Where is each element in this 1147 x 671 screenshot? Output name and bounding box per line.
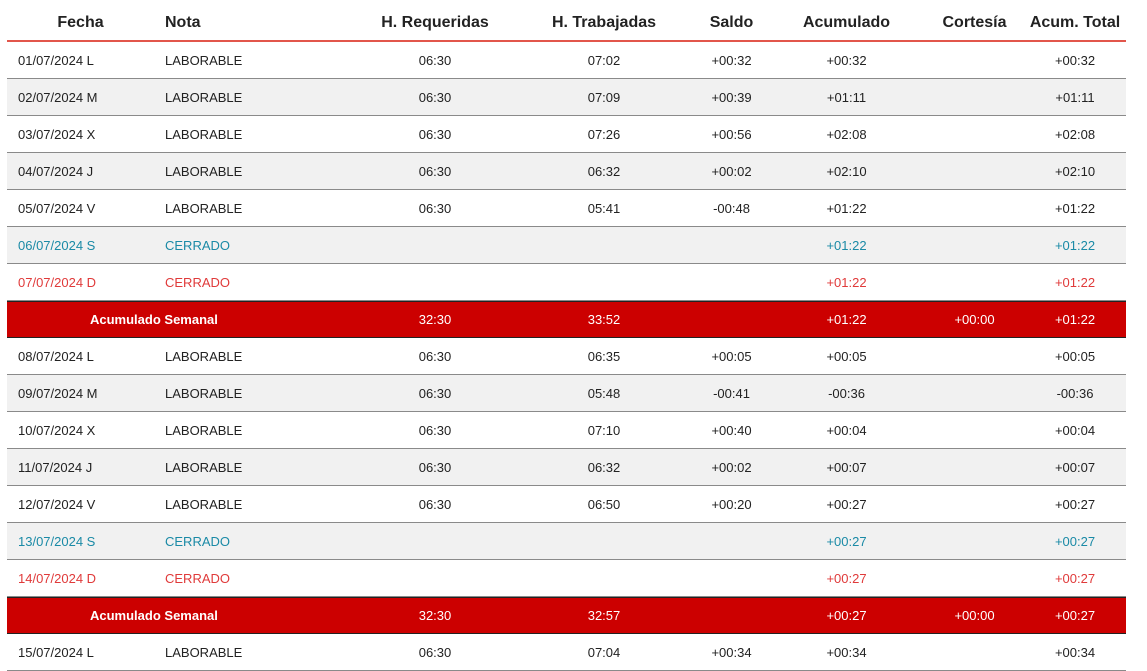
summary-h-requeridas: 32:30 (418, 312, 452, 327)
cell-cortesia (925, 116, 1024, 152)
table-row (7, 116, 1126, 153)
table-row (7, 560, 1126, 597)
cell-acumulado: +01:22 (826, 200, 867, 216)
cell-h-trabajadas (513, 264, 695, 300)
cell-fecha: 11/07/2024 J (18, 459, 93, 475)
cell-h-trabajadas: 05:48 (587, 385, 621, 401)
cell-h-requeridas: 06:30 (418, 496, 452, 512)
cell-h-requeridas: 06:30 (418, 52, 452, 68)
table-row (7, 42, 1126, 79)
cell-fecha: 07/07/2024 D (18, 274, 97, 290)
cell-h-trabajadas (513, 523, 695, 559)
cell-acum-total: +00:05 (1054, 348, 1096, 364)
header-h-trabajadas[interactable]: H. Trabajadas (551, 13, 657, 31)
cell-acum-total: -00:36 (1056, 385, 1094, 401)
cell-acumulado: +01:22 (826, 274, 867, 290)
cell-acumulado: +00:34 (826, 644, 867, 660)
cell-fecha: 12/07/2024 V (18, 496, 96, 512)
table-row (7, 375, 1126, 412)
cell-acumulado: +01:22 (826, 237, 867, 253)
cell-nota: LABORABLE (165, 89, 243, 105)
cell-cortesia (925, 634, 1024, 670)
cell-h-requeridas: 06:30 (418, 348, 452, 364)
table-row (7, 634, 1126, 671)
table-body (7, 42, 1126, 671)
cell-nota: CERRADO (165, 533, 231, 549)
table-row (7, 449, 1126, 486)
cell-nota: LABORABLE (165, 200, 243, 216)
cell-acum-total: +00:27 (1054, 570, 1096, 586)
cell-nota: LABORABLE (165, 385, 243, 401)
summary-acumulado: +00:27 (826, 608, 867, 623)
cell-acumulado: +00:27 (826, 533, 867, 549)
header-acumulado[interactable]: Acumulado (802, 13, 891, 31)
cell-saldo (695, 227, 768, 263)
cell-saldo: +00:32 (711, 52, 752, 68)
cell-fecha: 04/07/2024 J (18, 163, 94, 179)
cell-nota: LABORABLE (165, 163, 243, 179)
cell-fecha: 13/07/2024 S (18, 533, 96, 549)
cell-fecha: 03/07/2024 X (18, 126, 96, 142)
summary-acum-total: +00:27 (1054, 608, 1096, 623)
table-row (7, 153, 1126, 190)
weekly-summary-label: Acumulado Semanal (90, 312, 218, 327)
cell-cortesia (925, 523, 1024, 559)
weekly-summary-row (7, 597, 1126, 634)
cell-acum-total: +01:22 (1054, 237, 1096, 253)
table-row (7, 523, 1126, 560)
cell-acum-total: +00:07 (1054, 459, 1096, 475)
cell-nota: CERRADO (165, 237, 231, 253)
cell-h-trabajadas: 07:26 (587, 126, 621, 142)
hours-table (7, 5, 1126, 671)
header-cortesia[interactable]: Cortesía (942, 13, 1007, 31)
cell-cortesia (925, 338, 1024, 374)
cell-acum-total: +02:10 (1054, 163, 1096, 179)
cell-h-requeridas (357, 523, 513, 559)
table-row (7, 412, 1126, 449)
cell-acum-total: +00:04 (1054, 422, 1096, 438)
table-row (7, 79, 1126, 116)
cell-acumulado: +02:10 (826, 163, 867, 179)
cell-nota: CERRADO (165, 274, 231, 290)
summary-acumulado: +01:22 (826, 312, 867, 327)
cell-nota: LABORABLE (165, 422, 243, 438)
cell-h-requeridas: 06:30 (418, 163, 452, 179)
cell-fecha: 02/07/2024 M (18, 89, 98, 105)
table-row (7, 190, 1126, 227)
cell-acumulado: +00:32 (826, 52, 867, 68)
cell-saldo: +00:40 (711, 422, 752, 438)
cell-acumulado: +00:07 (826, 459, 867, 475)
cell-h-trabajadas (513, 227, 695, 263)
cell-saldo: +00:39 (711, 89, 752, 105)
cell-saldo: -00:48 (713, 200, 750, 216)
header-saldo[interactable]: Saldo (709, 13, 754, 31)
cell-acum-total: +01:22 (1054, 274, 1096, 290)
summary-cortesia: +00:00 (954, 312, 995, 327)
cell-cortesia (925, 190, 1024, 226)
cell-fecha: 01/07/2024 L (18, 52, 94, 68)
cell-acum-total: +00:27 (1054, 496, 1096, 512)
cell-h-trabajadas: 06:50 (587, 496, 621, 512)
cell-h-requeridas: 06:30 (418, 126, 452, 142)
cell-acum-total: +00:32 (1054, 52, 1096, 68)
cell-h-trabajadas: 05:41 (587, 200, 621, 216)
header-fecha[interactable]: Fecha (57, 13, 104, 31)
summary-saldo (695, 302, 768, 337)
cell-h-trabajadas: 06:32 (587, 163, 621, 179)
cell-acum-total: +01:22 (1054, 200, 1096, 216)
cell-h-requeridas: 06:30 (418, 644, 452, 660)
cell-saldo: +00:34 (711, 644, 752, 660)
cell-h-trabajadas: 06:35 (587, 348, 621, 364)
summary-h-requeridas: 32:30 (418, 608, 452, 623)
cell-cortesia (925, 153, 1024, 189)
cell-nota: LABORABLE (165, 126, 243, 142)
cell-acumulado: +02:08 (826, 126, 867, 142)
cell-acum-total: +00:27 (1054, 533, 1096, 549)
cell-cortesia (925, 412, 1024, 448)
summary-h-trabajadas: 33:52 (587, 312, 621, 327)
cell-acum-total: +00:34 (1054, 644, 1096, 660)
table-row (7, 264, 1126, 301)
cell-h-requeridas: 06:30 (418, 422, 452, 438)
cell-h-requeridas: 06:30 (418, 89, 452, 105)
cell-fecha: 08/07/2024 L (18, 348, 94, 364)
cell-cortesia (925, 42, 1024, 78)
cell-fecha: 06/07/2024 S (18, 237, 96, 253)
table-row (7, 227, 1126, 264)
cell-h-requeridas: 06:30 (418, 459, 452, 475)
cell-nota: LABORABLE (165, 644, 243, 660)
cell-cortesia (925, 449, 1024, 485)
cell-saldo: +00:02 (711, 459, 752, 475)
cell-saldo: +00:20 (711, 496, 752, 512)
header-acum-total[interactable]: Acum. Total (1029, 13, 1121, 31)
cell-nota: LABORABLE (165, 496, 243, 512)
cell-nota: LABORABLE (165, 348, 243, 364)
header-nota[interactable]: Nota (165, 13, 201, 31)
cell-nota: LABORABLE (165, 52, 243, 68)
cell-cortesia (925, 486, 1024, 522)
table-row (7, 486, 1126, 523)
cell-acum-total: +01:11 (1055, 89, 1095, 105)
cell-acumulado: +00:04 (826, 422, 867, 438)
cell-h-trabajadas: 07:09 (587, 89, 621, 105)
cell-cortesia (925, 79, 1024, 115)
header-h-requeridas[interactable]: H. Requeridas (381, 13, 489, 31)
cell-h-trabajadas (513, 560, 695, 596)
cell-acumulado: +00:27 (826, 570, 867, 586)
cell-acumulado: +00:05 (826, 348, 867, 364)
cell-h-trabajadas: 07:02 (587, 52, 621, 68)
cell-nota: LABORABLE (165, 459, 243, 475)
cell-h-trabajadas: 06:32 (587, 459, 621, 475)
cell-saldo: -00:41 (713, 385, 750, 401)
cell-fecha: 10/07/2024 X (18, 422, 96, 438)
cell-saldo: +00:02 (711, 163, 752, 179)
cell-h-requeridas (357, 227, 513, 263)
cell-acumulado: +01:11 (826, 89, 867, 105)
cell-h-requeridas (357, 560, 513, 596)
cell-h-trabajadas: 07:04 (587, 644, 621, 660)
cell-fecha: 05/07/2024 V (18, 200, 96, 216)
cell-saldo (695, 560, 768, 596)
cell-cortesia (925, 264, 1024, 300)
cell-saldo (695, 523, 768, 559)
weekly-summary-row (7, 301, 1126, 338)
cell-fecha: 14/07/2024 D (18, 570, 97, 586)
cell-cortesia (925, 375, 1024, 411)
cell-saldo: +00:05 (711, 348, 752, 364)
summary-acum-total: +01:22 (1054, 312, 1096, 327)
cell-fecha: 15/07/2024 L (18, 644, 94, 660)
cell-nota: CERRADO (165, 570, 231, 586)
cell-h-requeridas: 06:30 (418, 385, 452, 401)
cell-acumulado: -00:36 (828, 385, 865, 401)
cell-h-trabajadas: 07:10 (587, 422, 621, 438)
cell-cortesia (925, 227, 1024, 263)
cell-saldo (695, 264, 768, 300)
summary-saldo (695, 598, 768, 633)
weekly-summary-label: Acumulado Semanal (90, 608, 218, 623)
cell-fecha: 09/07/2024 M (18, 385, 98, 401)
cell-acumulado: +00:27 (826, 496, 867, 512)
cell-saldo: +00:56 (711, 126, 752, 142)
summary-h-trabajadas: 32:57 (587, 608, 621, 623)
cell-h-requeridas (357, 264, 513, 300)
summary-cortesia: +00:00 (954, 608, 995, 623)
table-row (7, 338, 1126, 375)
cell-acum-total: +02:08 (1054, 126, 1096, 142)
cell-cortesia (925, 560, 1024, 596)
cell-h-requeridas: 06:30 (418, 200, 452, 216)
table-header (7, 5, 1126, 42)
